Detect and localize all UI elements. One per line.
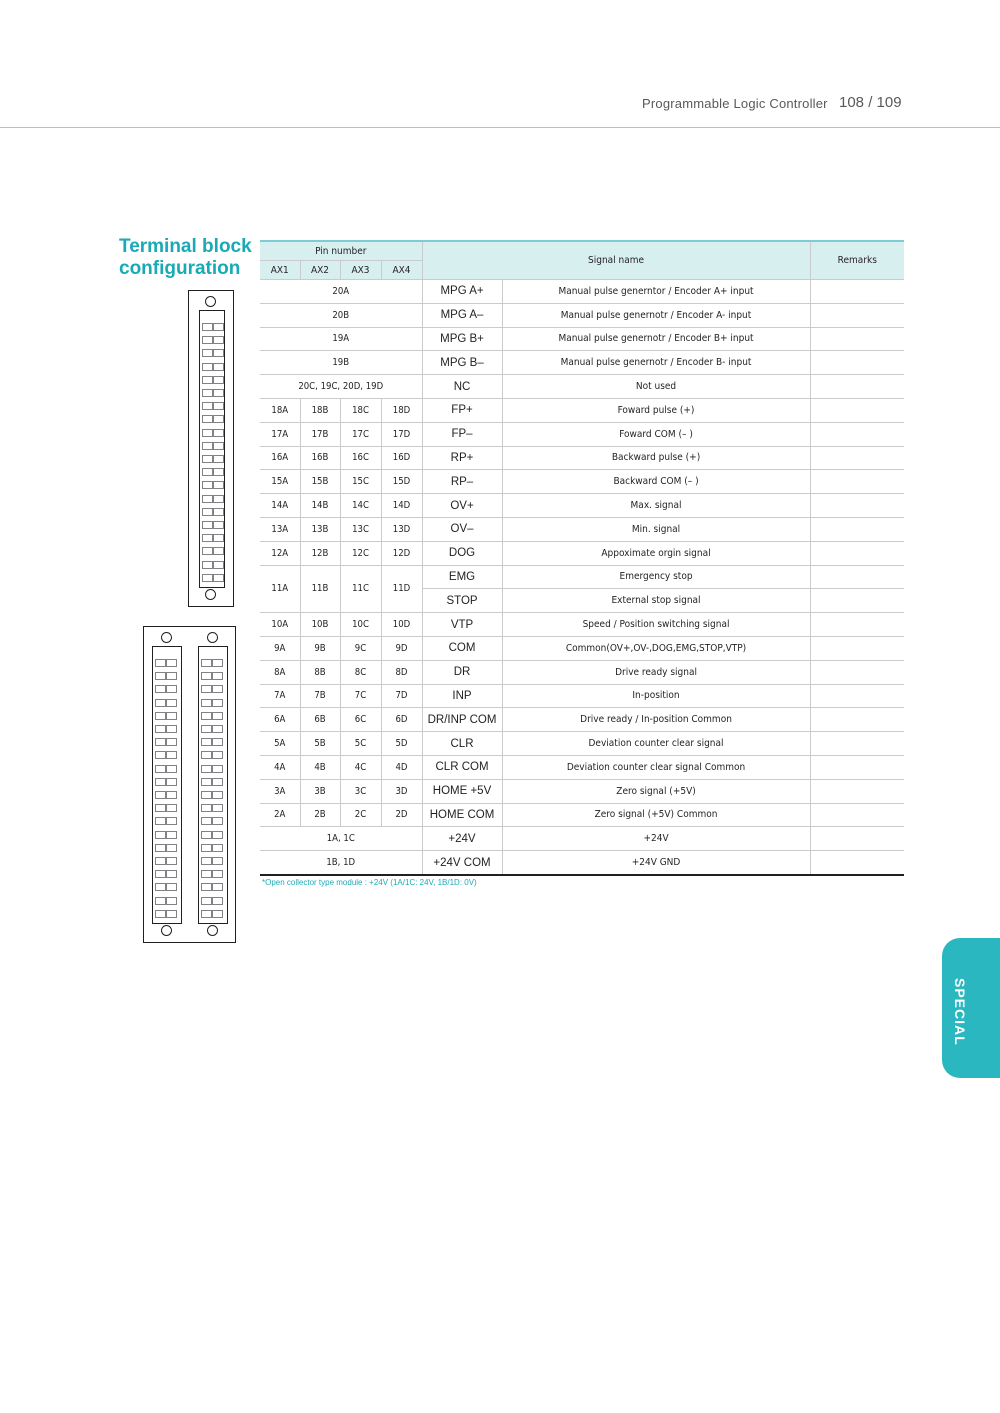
description-cell: +24V: [502, 827, 810, 851]
connector-body: [199, 310, 225, 588]
pin-ax1-cell: 5A: [260, 732, 300, 756]
signal-cell: OV–: [422, 517, 502, 541]
table-row: [260, 755, 904, 779]
signal-cell: VTP: [422, 613, 502, 637]
pin-slot-icon: [201, 778, 223, 785]
pin-slot-icon: [155, 857, 177, 864]
mounting-hole-icon: [161, 925, 172, 936]
description-cell: Backward pulse (+): [502, 446, 810, 470]
remarks-cell: [810, 684, 904, 708]
pin-ax3-cell: 2C: [340, 803, 381, 827]
table-row: [260, 565, 904, 589]
pin-ax4-cell: 14D: [381, 494, 422, 518]
pin-ax3-cell: 6C: [340, 708, 381, 732]
signal-cell: INP: [422, 684, 502, 708]
signal-cell: RP–: [422, 470, 502, 494]
pin-slot-icon: [202, 561, 224, 568]
table-row: [260, 708, 904, 732]
pin-slot-icon: [202, 547, 224, 554]
pin-slot-icon: [201, 857, 223, 864]
description-cell: Max. signal: [502, 494, 810, 518]
pin-ax4-cell: 13D: [381, 517, 422, 541]
signal-cell: COM: [422, 636, 502, 660]
pin-ax2-cell: 8B: [300, 660, 340, 684]
pin-ax1-cell: 17A: [260, 422, 300, 446]
pin-ax2-cell: 2B: [300, 803, 340, 827]
header-pin-number: Pin number: [260, 241, 422, 261]
signal-cell: MPG B+: [422, 327, 502, 351]
pin-slot-icon: [155, 738, 177, 745]
pin-slot-icon: [155, 817, 177, 824]
pin-ax1-cell: 8A: [260, 660, 300, 684]
signal-cell: +24V COM: [422, 851, 502, 875]
table-row: [260, 375, 904, 399]
remarks-cell: [810, 517, 904, 541]
pin-ax2-cell: 7B: [300, 684, 340, 708]
pin-ax4-cell: 17D: [381, 422, 422, 446]
header-ax4: AX4: [381, 261, 422, 280]
pin-cell: 1B, 1D: [260, 851, 422, 875]
signal-cell: MPG B–: [422, 351, 502, 375]
pin-ax2-cell: 14B: [300, 494, 340, 518]
description-cell: Drive ready signal: [502, 660, 810, 684]
table-row: [260, 327, 904, 351]
pin-ax4-cell: 4D: [381, 755, 422, 779]
description-cell: Appoximate orgin signal: [502, 541, 810, 565]
pin-slot-icon: [202, 468, 224, 475]
table-row: [260, 636, 904, 660]
header-ax3: AX3: [340, 261, 381, 280]
pin-cell: 19B: [260, 351, 422, 375]
signal-cell: FP+: [422, 398, 502, 422]
pin-slot-icon: [201, 725, 223, 732]
description-cell: Manual pulse generntor / Encoder A+ input: [502, 280, 810, 304]
pin-ax4-cell: 12D: [381, 541, 422, 565]
remarks-cell: [810, 375, 904, 399]
pin-slot-icon: [201, 765, 223, 772]
remarks-cell: [810, 779, 904, 803]
pin-ax1-cell: 4A: [260, 755, 300, 779]
table-row: [260, 613, 904, 637]
header-ax1: AX1: [260, 261, 300, 280]
pin-ax2-cell: 17B: [300, 422, 340, 446]
pin-ax4-cell: 7D: [381, 684, 422, 708]
table-row: [260, 446, 904, 470]
pin-ax1-cell: 7A: [260, 684, 300, 708]
remarks-cell: [810, 327, 904, 351]
pin-ax2-cell: 5B: [300, 732, 340, 756]
pin-slot-icon: [202, 481, 224, 488]
description-cell: Manual pulse genernotr / Encoder A- input: [502, 303, 810, 327]
table-row: [260, 398, 904, 422]
pin-ax4-cell: 5D: [381, 732, 422, 756]
signal-cell: DR/INP COM: [422, 708, 502, 732]
pin-slot-icon: [155, 870, 177, 877]
remarks-cell: [810, 589, 904, 613]
signal-cell: EMG: [422, 565, 502, 589]
page-numbers: 108 / 109: [839, 94, 902, 111]
table-row: [260, 303, 904, 327]
pin-ax3-cell: 3C: [340, 779, 381, 803]
pin-ax2-cell: 6B: [300, 708, 340, 732]
pin-slot-icon: [202, 574, 224, 581]
pin-ax2-cell: 11B: [300, 565, 340, 613]
remarks-cell: [810, 541, 904, 565]
table-row: [260, 827, 904, 851]
mounting-hole-icon: [207, 632, 218, 643]
pin-slot-icon: [201, 699, 223, 706]
terminal-connector-small: [188, 290, 234, 607]
remarks-cell: [810, 280, 904, 304]
description-cell: Manual pulse genernotr / Encoder B+ input: [502, 327, 810, 351]
pin-slot-icon: [202, 389, 224, 396]
pin-slot-icon: [155, 712, 177, 719]
pin-ax3-cell: 10C: [340, 613, 381, 637]
connector-body-right: [198, 646, 228, 924]
pin-ax3-cell: 16C: [340, 446, 381, 470]
description-cell: +24V GND: [502, 851, 810, 875]
pin-slot-icon: [155, 699, 177, 706]
table-row: [260, 470, 904, 494]
pin-slot-icon: [202, 402, 224, 409]
signal-cell: DOG: [422, 541, 502, 565]
header-title: Programmable Logic Controller: [642, 96, 828, 111]
pin-slot-icon: [201, 910, 223, 917]
pin-cell: 20B: [260, 303, 422, 327]
table-row: [260, 517, 904, 541]
description-cell: Common(OV+,OV-,DOG,EMG,STOP,VTP): [502, 636, 810, 660]
remarks-cell: [810, 660, 904, 684]
description-cell: Zero signal (+5V): [502, 779, 810, 803]
pin-slot-icon: [201, 738, 223, 745]
pin-ax3-cell: 12C: [340, 541, 381, 565]
remarks-cell: [810, 851, 904, 875]
pin-ax4-cell: 3D: [381, 779, 422, 803]
pin-ax4-cell: 16D: [381, 446, 422, 470]
pin-slot-icon: [155, 778, 177, 785]
pin-ax3-cell: 7C: [340, 684, 381, 708]
pin-ax2-cell: 18B: [300, 398, 340, 422]
pin-ax4-cell: 11D: [381, 565, 422, 613]
pin-ax3-cell: 15C: [340, 470, 381, 494]
pin-ax3-cell: 8C: [340, 660, 381, 684]
footnote: *Open collector type module : +24V (1A/1C: 24V, 1B/1D: 0V): [262, 878, 477, 887]
pin-slot-icon: [201, 751, 223, 758]
pin-slot-icon: [202, 495, 224, 502]
pin-slot-icon: [201, 672, 223, 679]
pin-cell: 20C, 19C, 20D, 19D: [260, 375, 422, 399]
description-cell: Speed / Position switching signal: [502, 613, 810, 637]
pin-slot-icon: [155, 910, 177, 917]
table-row: [260, 660, 904, 684]
pin-ax4-cell: 18D: [381, 398, 422, 422]
pin-ax3-cell: 13C: [340, 517, 381, 541]
header-signal-name: Signal name: [422, 241, 810, 280]
table-row: [260, 541, 904, 565]
pin-slot-icon: [202, 415, 224, 422]
remarks-cell: [810, 636, 904, 660]
mounting-hole-icon: [207, 925, 218, 936]
pin-slot-icon: [201, 659, 223, 666]
mounting-hole-icon: [161, 632, 172, 643]
pin-slot-icon: [201, 712, 223, 719]
pin-slot-icon: [201, 804, 223, 811]
remarks-cell: [810, 470, 904, 494]
remarks-cell: [810, 708, 904, 732]
description-cell: Manual pulse genernotr / Encoder B- input: [502, 351, 810, 375]
description-cell: In-position: [502, 684, 810, 708]
pin-ax3-cell: 4C: [340, 755, 381, 779]
pin-ax3-cell: 14C: [340, 494, 381, 518]
signal-cell: NC: [422, 375, 502, 399]
pin-slot-icon: [202, 336, 224, 343]
pin-slot-icon: [202, 349, 224, 356]
pin-ax2-cell: 4B: [300, 755, 340, 779]
remarks-cell: [810, 803, 904, 827]
description-cell: Deviation counter clear signal: [502, 732, 810, 756]
pin-slot-icon: [201, 831, 223, 838]
pin-ax3-cell: 5C: [340, 732, 381, 756]
signal-cell: HOME COM: [422, 803, 502, 827]
pin-ax2-cell: 16B: [300, 446, 340, 470]
pin-ax1-cell: 11A: [260, 565, 300, 613]
pin-slot-icon: [201, 817, 223, 824]
table-row: [260, 684, 904, 708]
remarks-cell: [810, 422, 904, 446]
remarks-cell: [810, 351, 904, 375]
pin-slot-icon: [155, 765, 177, 772]
pin-ax1-cell: 6A: [260, 708, 300, 732]
section-title: [119, 236, 259, 280]
pin-ax3-cell: 17C: [340, 422, 381, 446]
signal-cell: CLR: [422, 732, 502, 756]
signal-cell: FP–: [422, 422, 502, 446]
description-cell: Not used: [502, 375, 810, 399]
description-cell: Zero signal (+5V) Common: [502, 803, 810, 827]
header-ax2: AX2: [300, 261, 340, 280]
pin-ax1-cell: 9A: [260, 636, 300, 660]
pin-ax1-cell: 2A: [260, 803, 300, 827]
table-row: [260, 351, 904, 375]
signal-cell: OV+: [422, 494, 502, 518]
signal-cell: STOP: [422, 589, 502, 613]
pin-cell: 19A: [260, 327, 422, 351]
pin-slot-icon: [155, 659, 177, 666]
description-cell: Emergency stop: [502, 565, 810, 589]
pin-ax3-cell: 18C: [340, 398, 381, 422]
pin-ax2-cell: 15B: [300, 470, 340, 494]
remarks-cell: [810, 398, 904, 422]
table-row: [260, 494, 904, 518]
pin-slot-icon: [202, 455, 224, 462]
table-row: [260, 732, 904, 756]
pin-slot-icon: [202, 323, 224, 330]
pin-ax2-cell: 13B: [300, 517, 340, 541]
pin-ax1-cell: 12A: [260, 541, 300, 565]
pin-slot-icon: [155, 804, 177, 811]
section-title-line2: configuration: [119, 258, 241, 279]
remarks-cell: [810, 613, 904, 637]
pin-slot-icon: [155, 685, 177, 692]
pin-ax4-cell: 6D: [381, 708, 422, 732]
pin-ax1-cell: 15A: [260, 470, 300, 494]
pin-slot-icon: [201, 791, 223, 798]
pin-ax2-cell: 9B: [300, 636, 340, 660]
pin-slot-icon: [155, 751, 177, 758]
pin-ax1-cell: 16A: [260, 446, 300, 470]
pin-slot-icon: [202, 376, 224, 383]
description-cell: Backward COM (– ): [502, 470, 810, 494]
header-remarks: Remarks: [810, 241, 904, 280]
pin-ax3-cell: 11C: [340, 565, 381, 613]
pin-slot-icon: [202, 429, 224, 436]
pin-slot-icon: [201, 685, 223, 692]
remarks-cell: [810, 827, 904, 851]
pin-ax1-cell: 3A: [260, 779, 300, 803]
description-cell: External stop signal: [502, 589, 810, 613]
signal-cell: MPG A+: [422, 280, 502, 304]
pin-slot-icon: [155, 672, 177, 679]
pin-slot-icon: [202, 534, 224, 541]
mounting-hole-icon: [205, 589, 216, 600]
remarks-cell: [810, 732, 904, 756]
pin-ax2-cell: 10B: [300, 613, 340, 637]
pin-slot-icon: [202, 442, 224, 449]
pin-ax1-cell: 13A: [260, 517, 300, 541]
pin-slot-icon: [155, 883, 177, 890]
signal-cell: DR: [422, 660, 502, 684]
pin-ax4-cell: 8D: [381, 660, 422, 684]
pin-ax4-cell: 2D: [381, 803, 422, 827]
pin-cell: 20A: [260, 280, 422, 304]
signal-cell: +24V: [422, 827, 502, 851]
connector-body-left: [152, 646, 182, 924]
pin-slot-icon: [155, 791, 177, 798]
pin-ax4-cell: 15D: [381, 470, 422, 494]
signal-cell: CLR COM: [422, 755, 502, 779]
pin-ax2-cell: 12B: [300, 541, 340, 565]
pin-ax1-cell: 10A: [260, 613, 300, 637]
table-row: [260, 280, 904, 304]
pin-slot-icon: [202, 363, 224, 370]
remarks-cell: [810, 446, 904, 470]
pin-slot-icon: [155, 831, 177, 838]
table-row: [260, 851, 904, 875]
pin-slot-icon: [155, 844, 177, 851]
section-tab-label: SPECIAL: [952, 978, 968, 1046]
pin-ax4-cell: 9D: [381, 636, 422, 660]
section-title-line1: Terminal block: [119, 236, 252, 257]
signal-cell: HOME +5V: [422, 779, 502, 803]
header-divider: [0, 127, 1000, 128]
table-row: [260, 779, 904, 803]
remarks-cell: [810, 755, 904, 779]
pin-ax4-cell: 10D: [381, 613, 422, 637]
pin-slot-icon: [201, 897, 223, 904]
pin-slot-icon: [202, 521, 224, 528]
terminal-connector-large: [143, 626, 236, 943]
remarks-cell: [810, 565, 904, 589]
signal-cell: RP+: [422, 446, 502, 470]
pin-cell: 1A, 1C: [260, 827, 422, 851]
description-cell: Drive ready / In-position Common: [502, 708, 810, 732]
table-row: [260, 422, 904, 446]
remarks-cell: [810, 494, 904, 518]
description-cell: Foward COM (– ): [502, 422, 810, 446]
table-row: [260, 803, 904, 827]
pin-ax1-cell: 14A: [260, 494, 300, 518]
description-cell: Deviation counter clear signal Common: [502, 755, 810, 779]
pin-ax3-cell: 9C: [340, 636, 381, 660]
pin-slot-icon: [202, 508, 224, 515]
signal-cell: MPG A–: [422, 303, 502, 327]
description-cell: Foward pulse (+): [502, 398, 810, 422]
pin-slot-icon: [201, 844, 223, 851]
pin-slot-icon: [201, 883, 223, 890]
pin-ax2-cell: 3B: [300, 779, 340, 803]
pin-slot-icon: [155, 897, 177, 904]
pin-slot-icon: [155, 725, 177, 732]
pin-ax1-cell: 18A: [260, 398, 300, 422]
remarks-cell: [810, 303, 904, 327]
pin-slot-icon: [201, 870, 223, 877]
terminal-block-table: [260, 240, 904, 876]
mounting-hole-icon: [205, 296, 216, 307]
description-cell: Min. signal: [502, 517, 810, 541]
